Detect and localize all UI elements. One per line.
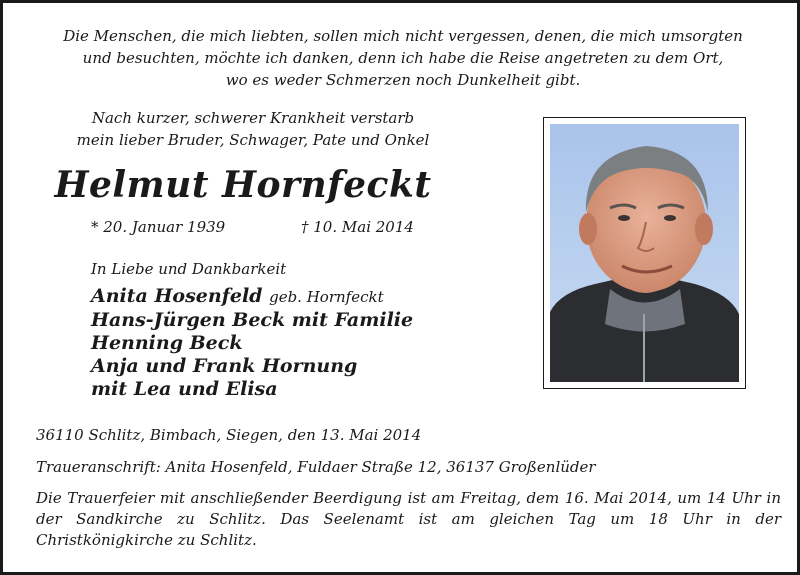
announcement-line: mein lieber Bruder, Schwager, Pate und Onkel [76,131,430,149]
mourner-name: Henning Beck [91,332,243,354]
portrait-frame [543,117,746,389]
mourner-line [91,332,413,355]
mourner-line [91,309,413,332]
poem [33,25,773,91]
death-date: † 10. Mai 2014 [301,218,414,236]
mourner-name: Hans-Jürgen Beck mit Familie [91,309,414,331]
funeral-details: Die Trauerfeier mit anschließender Beerdigung ist am Freitag, dem 16. Mai 2014, um 14 Uhr in der Sandkirche zu Schlitz. Das Seelenamt ist am gleichen Tag um 18 Uhr in der Christkönigkirche zu Schlitz. [36,489,781,549]
mourner-note: geb. Hornfeckt [269,288,384,306]
birth-date: * 20. Januar 1939 [91,218,226,236]
mourner-line [91,378,413,401]
mourner-name: Anita Hosenfeld [91,285,263,307]
announcement-line: Nach kurzer, schwerer Krankheit verstarb [91,109,415,127]
deceased-name: Helmut Hornfeckt [54,164,432,206]
portrait-photo [550,124,739,382]
left-eye [618,215,630,221]
death-announcement [43,107,463,151]
mourners-intro: In Liebe und Dankbarkeit [91,260,287,278]
portrait-illustration [550,124,739,382]
poem-line: und besuchten, möchte ich danken, denn ich habe die Reise angetreten zu dem Ort, [82,49,724,67]
left-ear [579,213,597,245]
poem-line: Die Menschen, die mich liebten, sollen mich nicht vergessen, denen, die mich umsorgten [63,27,743,45]
mourner-line [91,355,413,378]
right-ear [695,213,713,245]
mourner-line [91,285,413,309]
right-eye [664,215,676,221]
mourning-address: Traueranschrift: Anita Hosenfeld, Fuldaer Straße 12, 36137 Großenlüder [36,458,596,476]
mourner-name: mit Lea und Elisa [91,378,278,400]
mourner-name: Anja und Frank Hornung [91,355,358,377]
mourners-list [91,285,413,401]
place-and-date: 36110 Schlitz, Bimbach, Siegen, den 13. Mai 2014 [36,426,422,444]
poem-line: wo es weder Schmerzen noch Dunkelheit gibt. [225,71,581,89]
